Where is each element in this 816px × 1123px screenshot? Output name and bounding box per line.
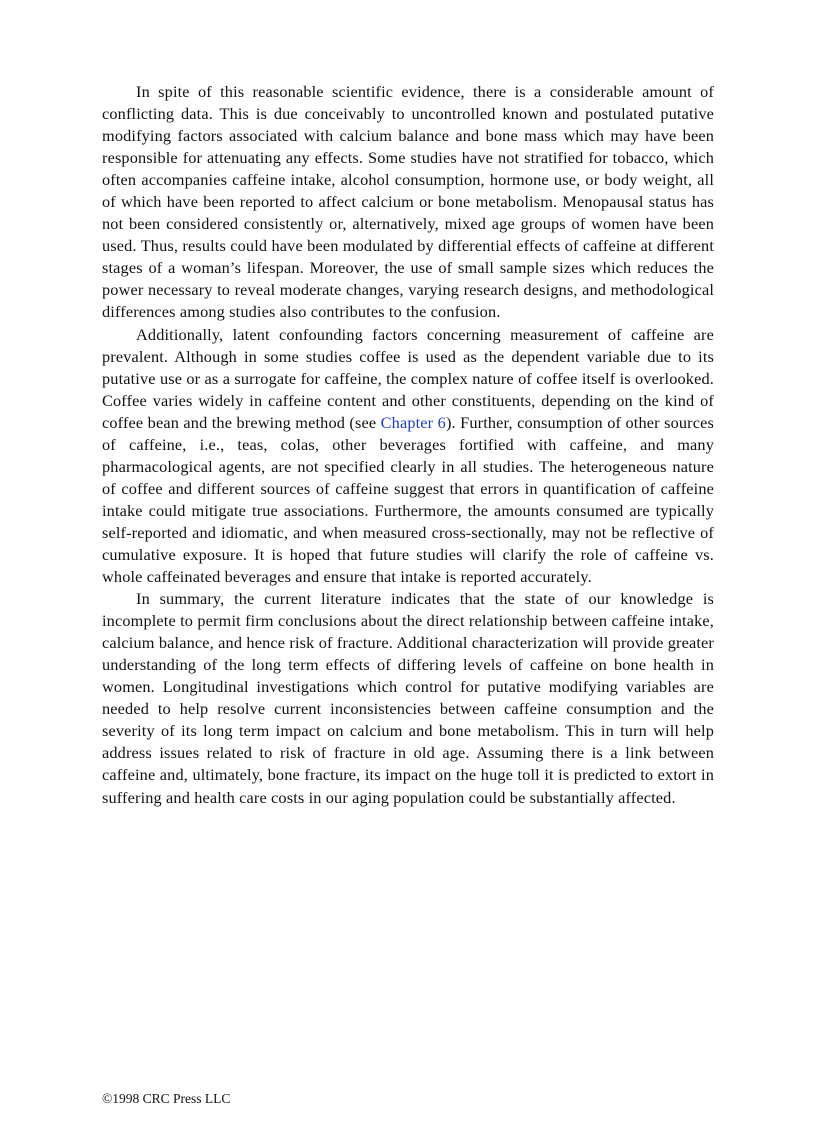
paragraph-summary: In summary, the current literature indicates that the state of our knowledge is incomplete to permit firm conclusions about the direct relationship between caffeine intake, calcium balance, and hence risk of fracture. Additional characterization will provide greater understanding of the long term effects of differing levels of caffeine on bone health in women. Longitudinal investigations which control for putative modifying variables are needed to help resolve current inconsistencies between caffeine consumption and the severity of its long term impact on calcium and bone metabolism. This in turn will help address issues related to risk of fracture in old age. Assuming there is a link between caffeine and, ultimately, bone fracture, its impact on the huge toll it is predicted to extort in suffering and health care costs in our aging population could be substantially affected. [102,589,714,807]
copyright-footer: ©1998 CRC Press LLC [102,1091,231,1106]
paragraph-confounding-factors [102,324,714,589]
document-body [102,81,714,809]
paragraph-conflicting-data: In spite of this reasonable scientific evidence, there is a considerable amount of conflicting data. This is due conceivably to uncontrolled known and postulated putative modifying factors associated with calcium balance and bone mass which may have been responsible for attenuating any effects. Some studies have not stratified for tobacco, which often accompanies caffeine intake, alcohol consumption, hormone use, or body weight, all of which have been reported to affect calcium or bone metabolism. Menopausal status has not been considered consistently or, alternatively, mixed age groups of women have been used. Thus, results could have been modulated by differential effects of caffeine at different stages of a woman’s lifespan. Moreover, the use of small sample sizes which reduces the power necessary to reveal moderate changes, varying research designs, and methodological differences among studies also contributes to the confusion. [102,82,714,322]
paragraph-text-after-link: ). Further, consumption of other sources of caffeine, i.e., teas, colas, other beverages fortified with caffeine, and many pharmacological agents, are not specified clearly in all studies. The heterogeneous nature of coffee and different sources of caffeine suggest that errors in quantification of caffeine intake could mitigate true associations. Furthermore, the amounts consumed are typically self-reported and idiomatic, and when measured cross-sectionally, may not be reflective of cumulative exposure. It is hoped that future studies will clarify the role of caffeine vs. whole caffeinated beverages and ensure that intake is reported accurately. [102,412,714,587]
paragraph-text-before-link: Additionally, latent confounding factors concerning measurement of caffeine are prevalent. Although in some studies coffee is used as the dependent variable due to its putative use or as a surrogate for caffeine, the complex nature of coffee itself is overlooked. Coffee varies widely in caffeine content and other constituents, depending on the kind of coffee bean and the brewing method (see [102,324,714,432]
chapter-6-link[interactable]: Chapter 6 [380,412,446,432]
